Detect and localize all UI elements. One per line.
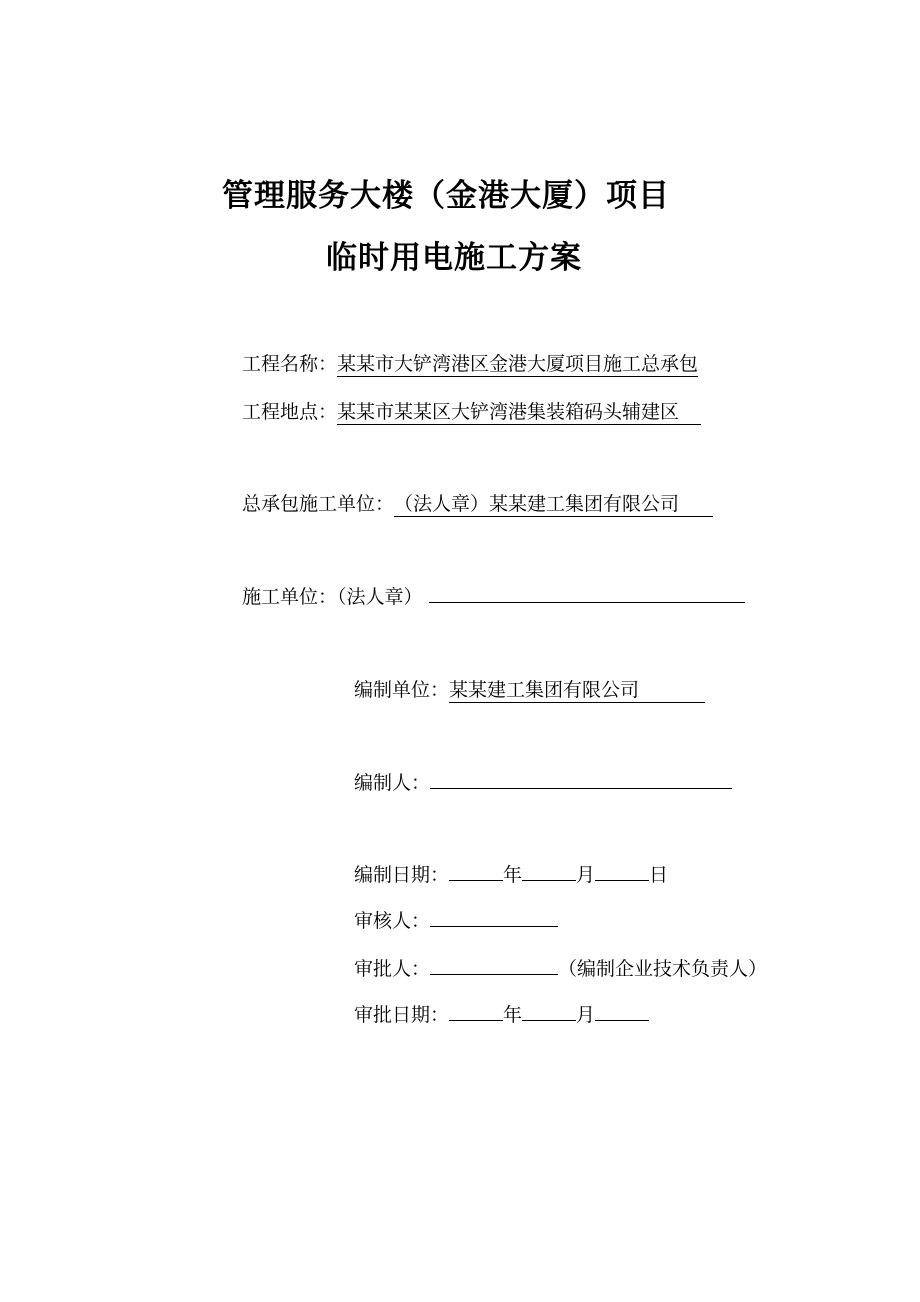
document-title: 管理服务大楼（金港大厦）项目 [222, 178, 670, 214]
compiling-unit-label: 编制单位： [354, 679, 450, 701]
project-location-label: 工程地点： [242, 401, 338, 423]
compile-date-label: 编制日期： [354, 864, 450, 886]
reviewer-label: 审核人： [354, 910, 431, 932]
compile-year-label: 年 [503, 864, 523, 886]
approve-date-label: 审批日期： [354, 1004, 450, 1026]
approve-month-label: 月 [576, 1004, 596, 1026]
approver-blank [430, 954, 558, 975]
approve-month-blank [522, 1000, 576, 1021]
project-name-row [242, 350, 698, 378]
general-contractor-value: （法人章）某某建工集团有限公司 [394, 492, 713, 517]
construction-unit-blank [429, 582, 745, 603]
compile-year-blank [449, 860, 503, 881]
reviewer-row [354, 906, 558, 935]
compiler-label: 编制人： [354, 772, 431, 794]
compile-month-blank [522, 860, 576, 881]
project-location-row [242, 398, 701, 426]
approver-note: （编制企业技术负责人） [558, 958, 768, 980]
project-name-value: 某某市大铲湾港区金港大厦项目施工总承包 [337, 353, 699, 375]
construction-unit-label: 施工单位：（法人章） [242, 586, 423, 608]
compile-date-row [354, 860, 668, 889]
approve-year-label: 年 [503, 1004, 523, 1026]
compile-month-label: 月 [576, 864, 596, 886]
construction-unit-row [242, 582, 745, 611]
compiler-blank [430, 768, 732, 789]
approve-day-blank [595, 1000, 649, 1021]
compiler-row [354, 768, 732, 797]
compiling-unit-row [354, 676, 705, 704]
project-location-value: 某某市某某区大铲湾港集装箱码头辅建区 [337, 400, 701, 425]
reviewer-blank [430, 906, 558, 927]
compiling-unit-value: 某某建工集团有限公司 [449, 678, 705, 703]
approver-label: 审批人： [354, 958, 431, 980]
approve-date-row [354, 1000, 649, 1029]
approver-row [354, 954, 767, 983]
general-contractor-row [242, 490, 713, 518]
document-subtitle: 临时用电施工方案 [326, 240, 582, 276]
compile-day-label: 日 [649, 864, 669, 886]
project-name-label: 工程名称： [242, 353, 338, 375]
compile-day-blank [595, 860, 649, 881]
approve-year-blank [449, 1000, 503, 1021]
general-contractor-label: 总承包施工单位： [242, 493, 395, 515]
